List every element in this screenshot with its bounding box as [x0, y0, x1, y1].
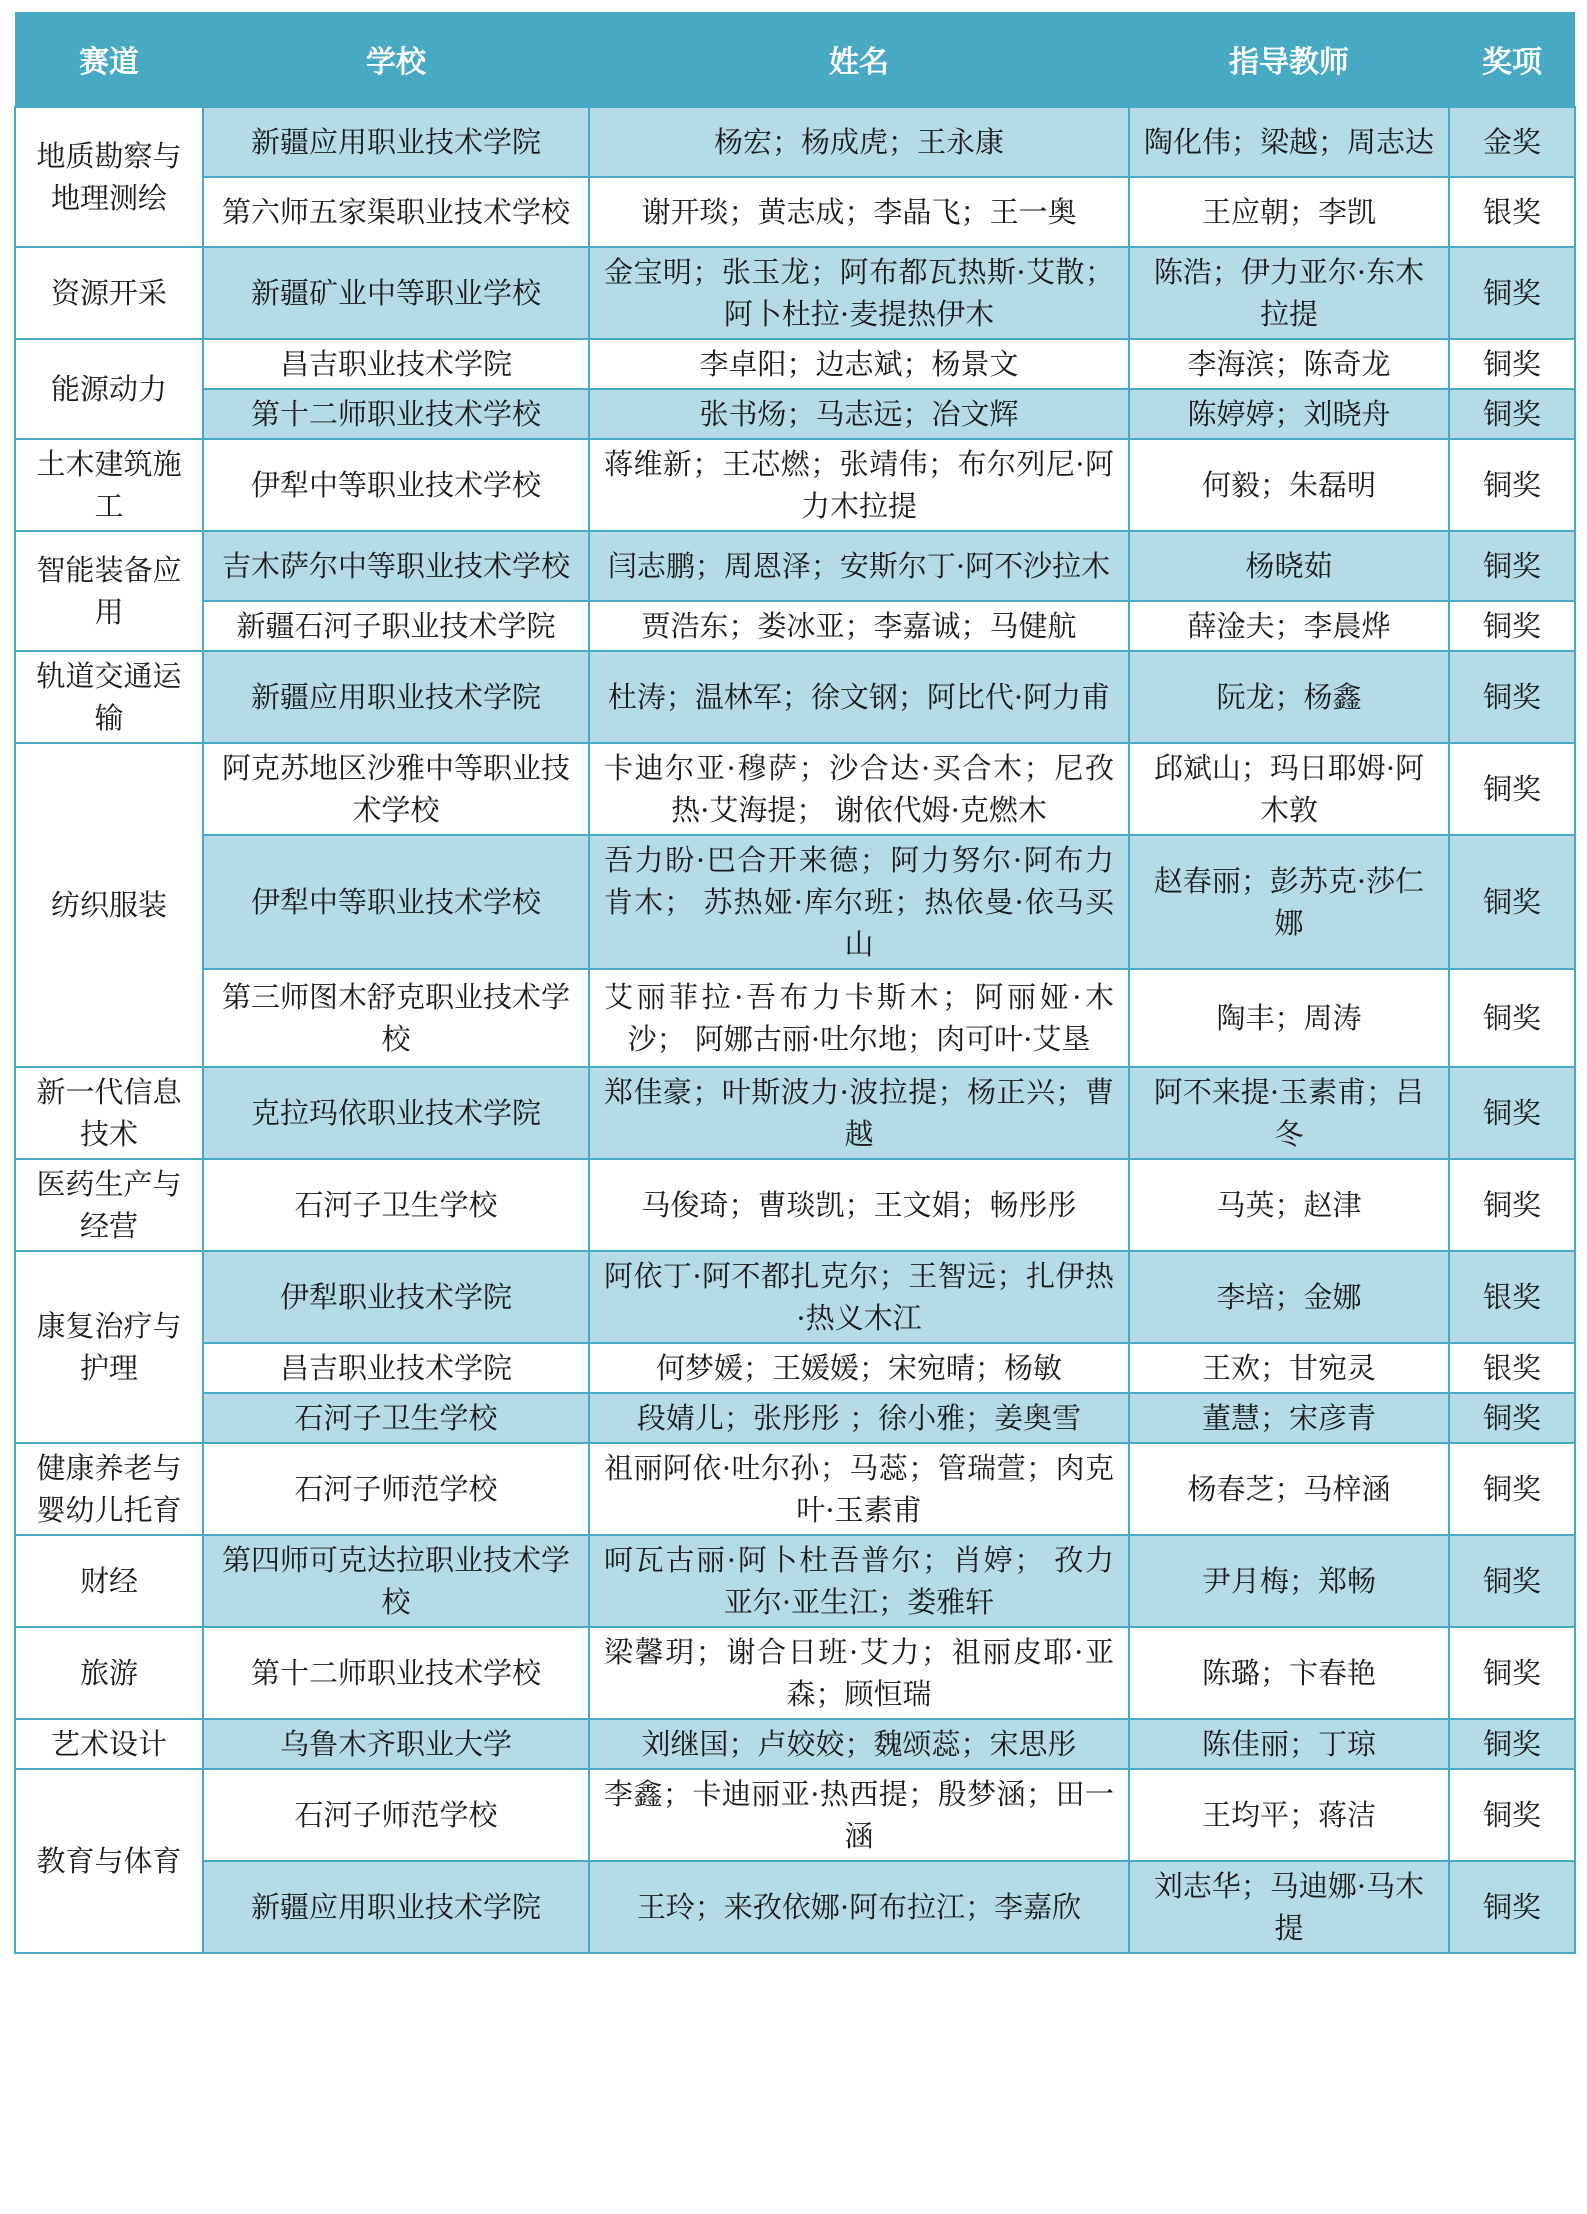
- teacher-cell: 刘志华；马迪娜·马木提: [1129, 1861, 1449, 1953]
- table-row: [15, 1251, 1575, 1343]
- teacher-cell: 陶丰；周涛: [1129, 969, 1449, 1067]
- award-cell: 铜奖: [1449, 743, 1575, 835]
- school-cell: 昌吉职业技术学院: [203, 339, 589, 389]
- award-cell: 铜奖: [1449, 1535, 1575, 1627]
- award-cell: 铜奖: [1449, 1719, 1575, 1769]
- teacher-cell: 李海滨；陈奇龙: [1129, 339, 1449, 389]
- award-cell: 金奖: [1449, 107, 1575, 177]
- teacher-cell: 陶化伟；梁越；周志达: [1129, 107, 1449, 177]
- table-row: [15, 835, 1575, 969]
- track-cell: 土木建筑施工: [15, 439, 203, 531]
- names-cell: 杨宏；杨成虎；王永康: [589, 107, 1129, 177]
- teacher-cell: 马英；赵津: [1129, 1159, 1449, 1251]
- names-cell: 张书炀；马志远；冶文辉: [589, 389, 1129, 439]
- table-row: [15, 1159, 1575, 1251]
- school-cell: 石河子卫生学校: [203, 1159, 589, 1251]
- table-row: [15, 601, 1575, 651]
- award-cell: 铜奖: [1449, 247, 1575, 339]
- teacher-cell: 邱斌山；玛日耶姆·阿木敦: [1129, 743, 1449, 835]
- track-cell: 地质勘察与地理测绘: [15, 107, 203, 247]
- school-cell: 伊犁中等职业技术学校: [203, 439, 589, 531]
- names-cell: 阿依丁·阿不都扎克尔；王智远；扎伊热·热义木江: [589, 1251, 1129, 1343]
- teacher-cell: 薛淦夫；李晨烨: [1129, 601, 1449, 651]
- names-cell: 金宝明；张玉龙；阿布都瓦热斯·艾散；阿卜杜拉·麦提热伊木: [589, 247, 1129, 339]
- school-cell: 新疆应用职业技术学院: [203, 651, 589, 743]
- names-cell: 呵瓦古丽·阿卜杜吾普尔；肖婷； 孜力亚尔·亚生江；娄雅轩: [589, 1535, 1129, 1627]
- teacher-cell: 尹月梅；郑畅: [1129, 1535, 1449, 1627]
- table-row: [15, 439, 1575, 531]
- school-cell: 伊犁中等职业技术学校: [203, 835, 589, 969]
- award-cell: 铜奖: [1449, 439, 1575, 531]
- award-cell: 铜奖: [1449, 1769, 1575, 1861]
- school-cell: 第十二师职业技术学校: [203, 389, 589, 439]
- school-cell: 第六师五家渠职业技术学校: [203, 177, 589, 247]
- school-cell: 乌鲁木齐职业大学: [203, 1719, 589, 1769]
- table-row: [15, 531, 1575, 601]
- names-cell: 梁馨玥；谢合日班·艾力；祖丽皮耶·亚森；顾恒瑞: [589, 1627, 1129, 1719]
- table-row: [15, 1343, 1575, 1393]
- table-row: [15, 651, 1575, 743]
- names-cell: 谢开琰；黄志成；李晶飞；王一奥: [589, 177, 1129, 247]
- track-cell: 康复治疗与护理: [15, 1251, 203, 1443]
- award-cell: 铜奖: [1449, 651, 1575, 743]
- table-row: [15, 1443, 1575, 1535]
- award-cell: 铜奖: [1449, 1861, 1575, 1953]
- header-award: 奖项: [1449, 12, 1575, 107]
- teacher-cell: 陈浩；伊力亚尔·东木拉提: [1129, 247, 1449, 339]
- school-cell: 第三师图木舒克职业技术学校: [203, 969, 589, 1067]
- school-cell: 伊犁职业技术学院: [203, 1251, 589, 1343]
- table-row: [15, 1627, 1575, 1719]
- teacher-cell: 杨晓茹: [1129, 531, 1449, 601]
- names-cell: 闫志鹏；周恩泽；安斯尔丁·阿不沙拉木: [589, 531, 1129, 601]
- track-cell: 轨道交通运输: [15, 651, 203, 743]
- table-row: [15, 247, 1575, 339]
- school-cell: 新疆应用职业技术学院: [203, 1861, 589, 1953]
- track-cell: 教育与体育: [15, 1769, 203, 1953]
- table-row: [15, 1535, 1575, 1627]
- table-row: [15, 969, 1575, 1067]
- track-cell: 旅游: [15, 1627, 203, 1719]
- names-cell: 祖丽阿依·吐尔孙；马蕊；管瑞萱；肉克叶·玉素甫: [589, 1443, 1129, 1535]
- award-cell: 铜奖: [1449, 389, 1575, 439]
- names-cell: 马俊琦；曹琰凯；王文娟；畅彤彤: [589, 1159, 1129, 1251]
- track-cell: 资源开采: [15, 247, 203, 339]
- header-school: 学校: [203, 12, 589, 107]
- award-cell: 铜奖: [1449, 601, 1575, 651]
- names-cell: 艾丽菲拉·吾布力卡斯木；阿丽娅·木沙； 阿娜古丽·吐尔地；肉可叶·艾垦: [589, 969, 1129, 1067]
- teacher-cell: 何毅；朱磊明: [1129, 439, 1449, 531]
- track-cell: 医药生产与经营: [15, 1159, 203, 1251]
- school-cell: 吉木萨尔中等职业技术学校: [203, 531, 589, 601]
- teacher-cell: 陈佳丽；丁琼: [1129, 1719, 1449, 1769]
- track-cell: 智能装备应用: [15, 531, 203, 651]
- school-cell: 石河子师范学校: [203, 1769, 589, 1861]
- teacher-cell: 陈璐；卞春艳: [1129, 1627, 1449, 1719]
- names-cell: 何梦媛；王媛媛；宋宛晴；杨敏: [589, 1343, 1129, 1393]
- names-cell: 段婧儿；张彤彤 ；徐小雅；姜奥雪: [589, 1393, 1129, 1443]
- award-cell: 铜奖: [1449, 1159, 1575, 1251]
- teacher-cell: 杨春芝；马梓涵: [1129, 1443, 1449, 1535]
- school-cell: 新疆矿业中等职业学校: [203, 247, 589, 339]
- track-cell: 健康养老与婴幼儿托育: [15, 1443, 203, 1535]
- award-cell: 铜奖: [1449, 1393, 1575, 1443]
- school-cell: 阿克苏地区沙雅中等职业技术学校: [203, 743, 589, 835]
- names-cell: 吾力盼·巴合开来德；阿力努尔·阿布力肯木； 苏热娅·库尔班；热依曼·依马买山: [589, 835, 1129, 969]
- award-cell: 银奖: [1449, 1343, 1575, 1393]
- table-row: [15, 389, 1575, 439]
- award-cell: 铜奖: [1449, 969, 1575, 1067]
- teacher-cell: 李培；金娜: [1129, 1251, 1449, 1343]
- award-cell: 铜奖: [1449, 531, 1575, 601]
- names-cell: 杜涛；温林军；徐文钢；阿比代·阿力甫: [589, 651, 1129, 743]
- teacher-cell: 王应朝；李凯: [1129, 177, 1449, 247]
- teacher-cell: 董慧；宋彦青: [1129, 1393, 1449, 1443]
- teacher-cell: 王均平；蒋洁: [1129, 1769, 1449, 1861]
- table-row: [15, 107, 1575, 177]
- table-row: [15, 1719, 1575, 1769]
- table-row: [15, 1769, 1575, 1861]
- teacher-cell: 阮龙；杨鑫: [1129, 651, 1449, 743]
- award-cell: 铜奖: [1449, 1627, 1575, 1719]
- names-cell: 贾浩东；娄冰亚；李嘉诚；马健航: [589, 601, 1129, 651]
- school-cell: 新疆石河子职业技术学院: [203, 601, 589, 651]
- award-cell: 铜奖: [1449, 835, 1575, 969]
- school-cell: 昌吉职业技术学院: [203, 1343, 589, 1393]
- track-cell: 新一代信息技术: [15, 1067, 203, 1159]
- awards-table: [14, 12, 1576, 1954]
- award-cell: 银奖: [1449, 177, 1575, 247]
- table-row: [15, 743, 1575, 835]
- award-cell: 银奖: [1449, 1251, 1575, 1343]
- school-cell: 第十二师职业技术学校: [203, 1627, 589, 1719]
- names-cell: 卡迪尔亚·穆萨；沙合达·买合木；尼孜热·艾海提； 谢依代姆·克燃木: [589, 743, 1129, 835]
- teacher-cell: 阿不来提·玉素甫；吕冬: [1129, 1067, 1449, 1159]
- teacher-cell: 赵春丽；彭苏克·莎仁娜: [1129, 835, 1449, 969]
- track-cell: 纺织服装: [15, 743, 203, 1067]
- school-cell: 石河子卫生学校: [203, 1393, 589, 1443]
- header-teacher: 指导教师: [1129, 12, 1449, 107]
- names-cell: 蒋维新；王芯燃；张靖伟；布尔列尼·阿力木拉提: [589, 439, 1129, 531]
- award-cell: 铜奖: [1449, 1443, 1575, 1535]
- teacher-cell: 王欢；甘宛灵: [1129, 1343, 1449, 1393]
- names-cell: 李卓阳；边志斌；杨景文: [589, 339, 1129, 389]
- school-cell: 第四师可克达拉职业技术学校: [203, 1535, 589, 1627]
- school-cell: 新疆应用职业技术学院: [203, 107, 589, 177]
- header-track: 赛道: [15, 12, 203, 107]
- table-row: [15, 1067, 1575, 1159]
- awards-table-container: [14, 12, 1574, 1954]
- header-names: 姓名: [589, 12, 1129, 107]
- award-cell: 铜奖: [1449, 339, 1575, 389]
- track-cell: 艺术设计: [15, 1719, 203, 1769]
- names-cell: 刘继国；卢姣姣；魏颂蕊；宋思彤: [589, 1719, 1129, 1769]
- names-cell: 郑佳豪；叶斯波力·波拉提；杨正兴；曹越: [589, 1067, 1129, 1159]
- track-cell: 能源动力: [15, 339, 203, 439]
- school-cell: 克拉玛依职业技术学院: [203, 1067, 589, 1159]
- names-cell: 李鑫；卡迪丽亚·热西提；殷梦涵；田一涵: [589, 1769, 1129, 1861]
- table-header-row: [15, 12, 1575, 107]
- names-cell: 王玲；来孜依娜·阿布拉江；李嘉欣: [589, 1861, 1129, 1953]
- award-cell: 铜奖: [1449, 1067, 1575, 1159]
- teacher-cell: 陈婷婷；刘晓舟: [1129, 389, 1449, 439]
- table-row: [15, 339, 1575, 389]
- school-cell: 石河子师范学校: [203, 1443, 589, 1535]
- track-cell: 财经: [15, 1535, 203, 1627]
- table-row: [15, 1393, 1575, 1443]
- table-row: [15, 1861, 1575, 1953]
- table-row: [15, 177, 1575, 247]
